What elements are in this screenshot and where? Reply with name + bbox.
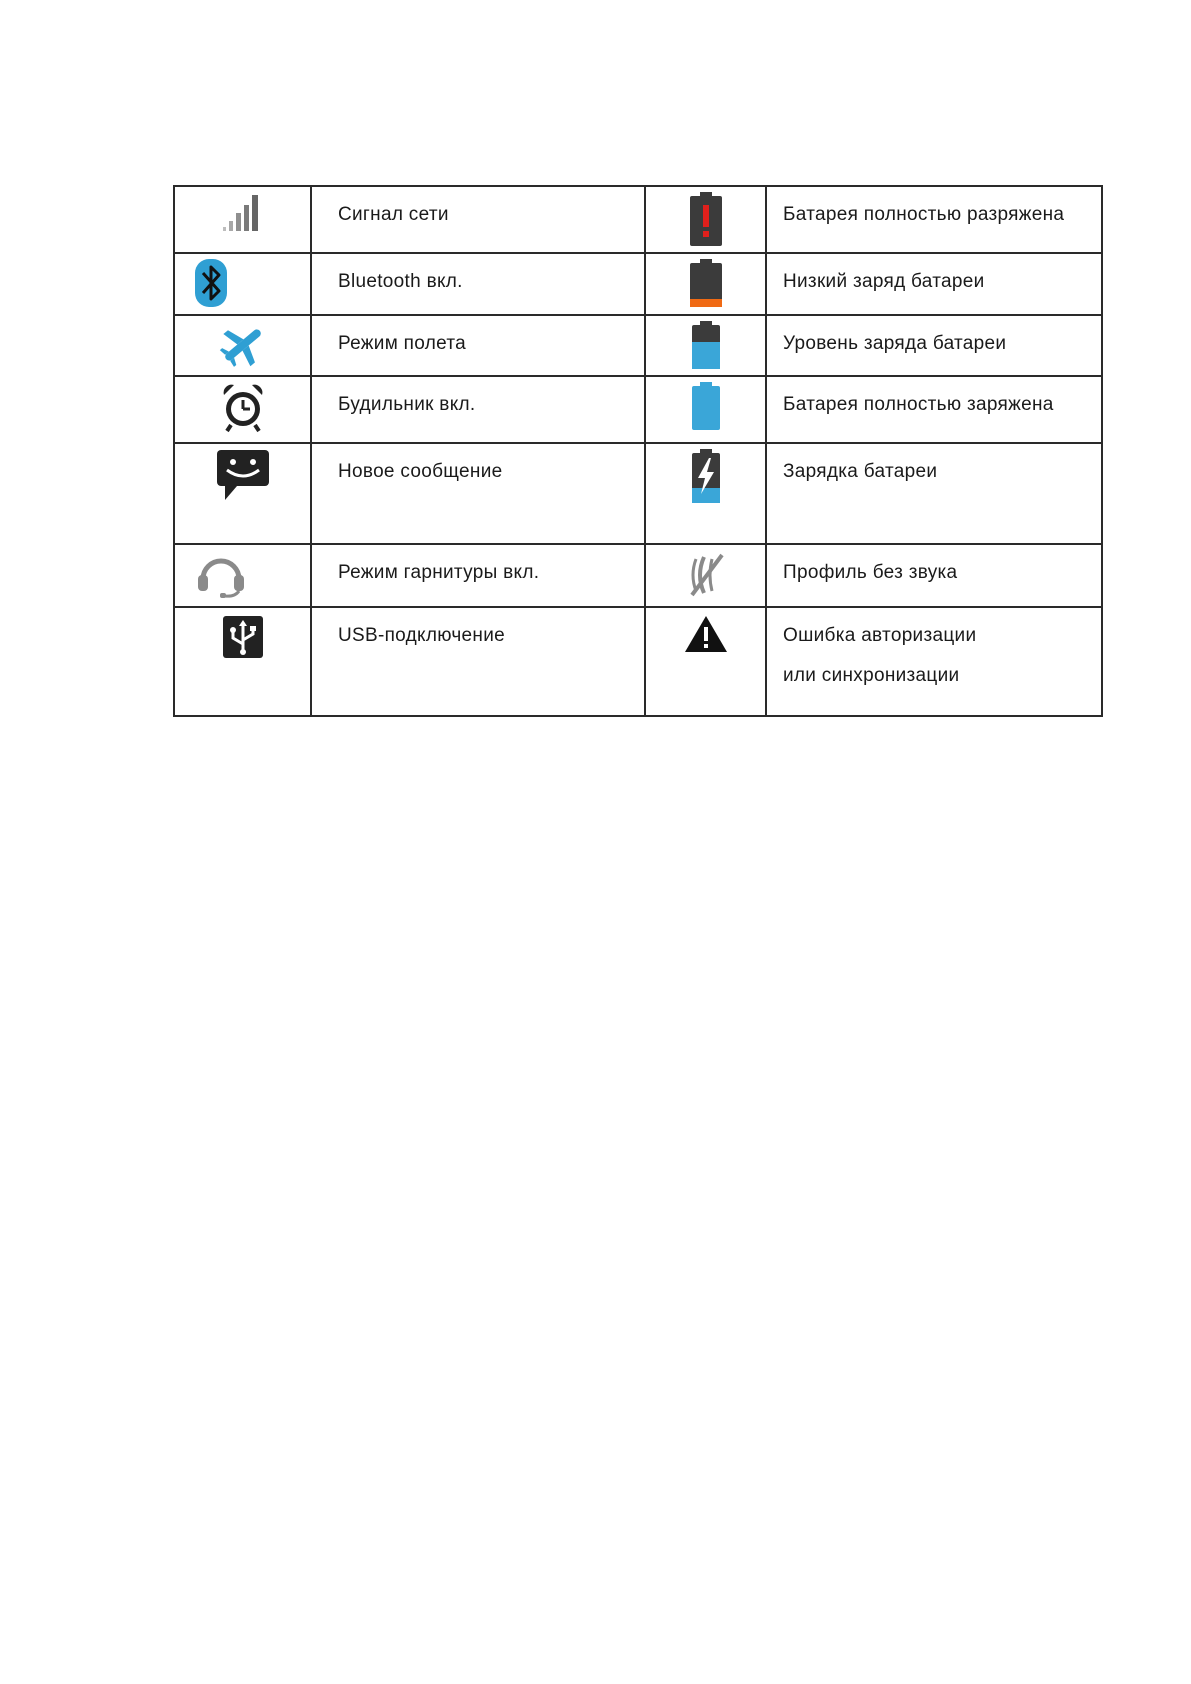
battery-empty-label-cell xyxy=(766,186,1102,253)
headset-label-cell xyxy=(311,544,645,607)
warning-icon xyxy=(683,614,729,659)
message-label: Новое сообщение xyxy=(338,461,503,482)
airplane-icon xyxy=(217,320,269,375)
icon-cell xyxy=(174,376,311,443)
icon-cell xyxy=(645,443,766,544)
battery-charging-icon xyxy=(686,448,726,509)
headset-label: Режим гарнитуры вкл. xyxy=(338,562,540,583)
mute-label: Профиль без звука xyxy=(783,562,958,583)
icon-cell xyxy=(174,544,311,607)
icon-cell xyxy=(174,315,311,376)
battery-low-icon xyxy=(686,258,726,313)
status-icons-table xyxy=(173,185,1103,717)
mute-label-cell xyxy=(766,544,1102,607)
usb-icon xyxy=(221,614,265,665)
table-row xyxy=(174,315,1102,376)
bluetooth-label: Bluetooth вкл. xyxy=(338,271,463,292)
table-row xyxy=(174,544,1102,607)
battery-empty-label: Батарея полностью разряжена xyxy=(783,204,1065,225)
table-row xyxy=(174,443,1102,544)
icon-cell xyxy=(174,186,311,253)
charging-label-cell xyxy=(766,443,1102,544)
battery-full-label-cell xyxy=(766,376,1102,443)
icon-cell xyxy=(645,544,766,607)
signal-label: Сигнал сети xyxy=(338,204,449,225)
alarm-label-cell xyxy=(311,376,645,443)
icon-cell xyxy=(174,607,311,716)
table-row xyxy=(174,607,1102,716)
icon-cell xyxy=(645,315,766,376)
icon-cell xyxy=(174,443,311,544)
icon-cell xyxy=(645,186,766,253)
airplane-label: Режим полета xyxy=(338,333,466,354)
icon-cell xyxy=(645,376,766,443)
mute-icon xyxy=(682,549,730,606)
sync-error-label-cell xyxy=(766,607,1102,716)
status-icons-legend xyxy=(173,185,1101,717)
sync-error-label-line2: или синхронизации xyxy=(783,665,960,686)
signal-strength-icon xyxy=(219,191,267,240)
table-row xyxy=(174,376,1102,443)
airplane-label-cell xyxy=(311,315,645,376)
table-row xyxy=(174,186,1102,253)
new-message-icon xyxy=(215,448,271,507)
battery-empty-icon xyxy=(686,191,726,252)
icon-cell xyxy=(645,253,766,315)
icon-cell xyxy=(174,253,311,315)
battery-level-label-cell xyxy=(766,315,1102,376)
table-row xyxy=(174,253,1102,315)
battery-level-icon xyxy=(686,320,726,375)
battery-low-label-cell xyxy=(766,253,1102,315)
sync-error-label-line1: Ошибка авторизации xyxy=(783,625,977,646)
alarm-clock-icon xyxy=(220,381,266,438)
battery-full-label: Батарея полностью заряжена xyxy=(783,394,1054,415)
icon-cell xyxy=(645,607,766,716)
bluetooth-icon xyxy=(193,257,229,314)
battery-low-label: Низкий заряд батареи xyxy=(783,271,985,292)
usb-label: USB-подключение xyxy=(338,625,506,646)
usb-label-cell xyxy=(311,607,645,716)
message-label-cell xyxy=(311,443,645,544)
headset-icon xyxy=(195,549,247,604)
bluetooth-label-cell xyxy=(311,253,645,315)
charging-label: Зарядка батареи xyxy=(783,461,938,482)
battery-level-label: Уровень заряда батареи xyxy=(783,333,1007,354)
signal-label-cell xyxy=(311,186,645,253)
battery-full-icon xyxy=(686,381,726,436)
alarm-label: Будильник вкл. xyxy=(338,394,476,415)
